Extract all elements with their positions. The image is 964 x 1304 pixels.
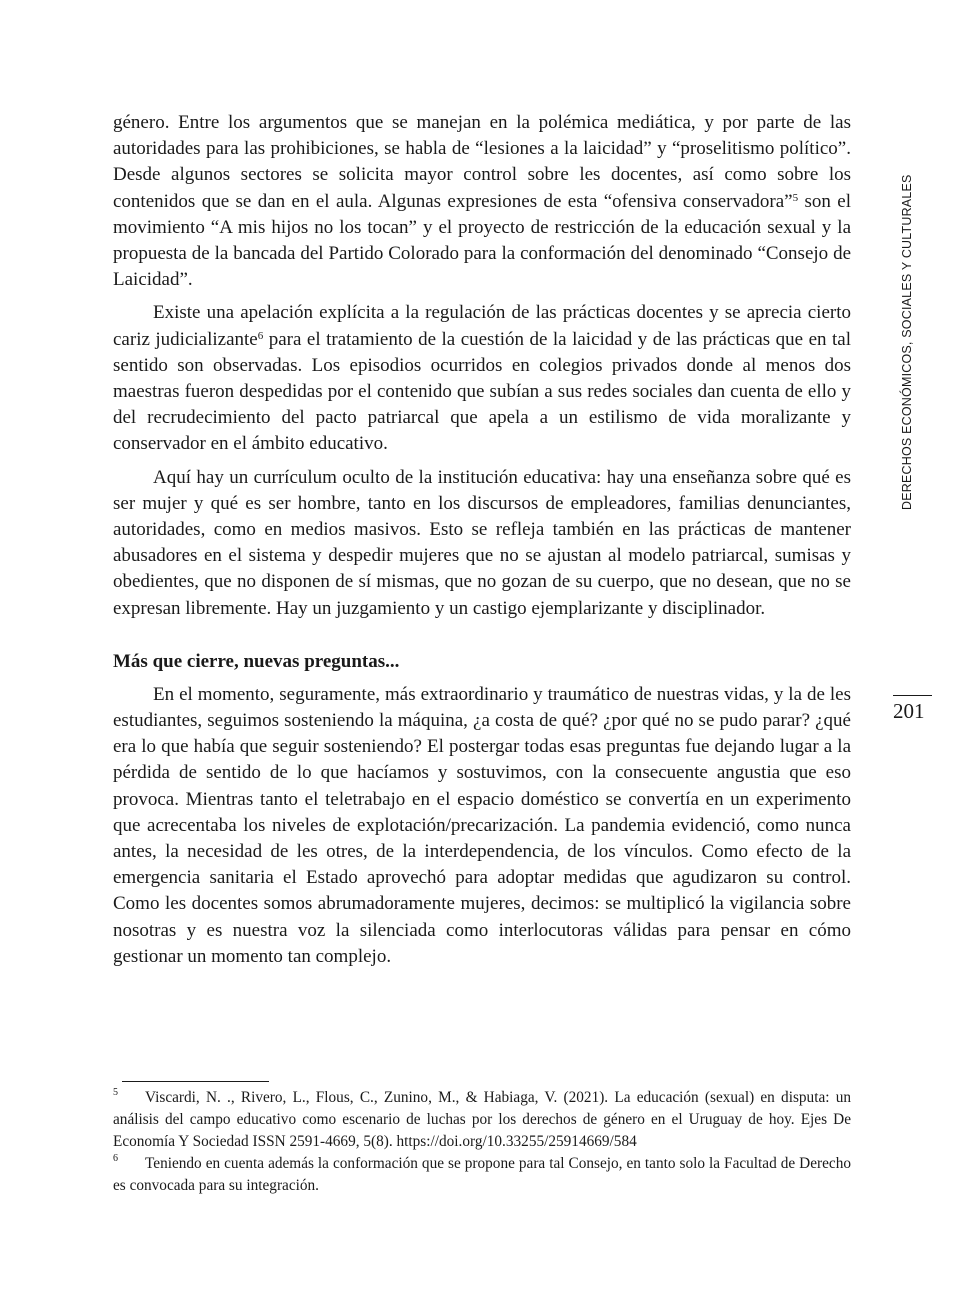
paragraph-2 xyxy=(113,300,851,457)
footnote-ref-5[interactable]: 5 xyxy=(792,191,799,204)
paragraph-1-part-b: son el movimiento “A mis hijos no los tocan” y el proyecto de restricción de la educación sexual y la propuesta de la bancada del Partido Colorado para la conformación del denominado “Consejo de Laicidad”. xyxy=(113,190,851,291)
footnote-5-mark: 5 xyxy=(113,1087,118,1098)
footnote-5 xyxy=(113,1087,851,1153)
footnote-6-text: Teniendo en cuenta además la conformación que se propone para tal Consejo, en tanto solo la Facultad de Derecho es convocada para su integración. xyxy=(113,1155,851,1194)
footnote-5-text: Viscardi, N. ., Rivero, L., Flous, C., Zunino, M., & Habiaga, V. (2021). La educación (sexual) en disputa: un análisis del campo educativo como escenario de luchas por los derechos de género en el Uruguay de hoy. Ejes De Economía Y Sociedad ISSN 2591-4669, 5(8). https://doi.org/10.33255/25914669/584 xyxy=(113,1089,851,1150)
running-section-title: DERECHOS ECONÓMICOS, SOCIALES Y CULTURALES xyxy=(900,174,914,510)
footnote-6-mark: 6 xyxy=(113,1153,118,1164)
section-heading: Más que cierre, nuevas preguntas... xyxy=(113,650,400,672)
paragraph-3: Aquí hay un currículum oculto de la institución educativa: hay una enseñanza sobre qué es ser mujer y qué es ser hombre, tanto en los discursos de empleadores, familias denunciantes, autoridades, como en medios masivos. Esto se refleja también en las prácticas de mantener abusadores en el sistema y despedir mujeres que no se ajustan al modelo patriarcal, sumisas y obedientes, que no disponen de sí mismas, que no gozan de su cuerpo, que no desean, que no se expresan libremente. Hay un juzgamiento y un castigo ejemplarizante y disciplinador. xyxy=(113,466,851,619)
main-text xyxy=(113,110,851,970)
paragraph-1-part-a: género. Entre los argumentos que se manejan en la polémica mediática, y por parte de las autoridades para las prohibiciones, se habla de “lesiones a la laicidad” y “proselitismo político”. Desde algunos sectores se solicita mayor control sobre les docentes, así como sobre los contenidos que se dan en el aula. Algunas expresiones de esta “ofensiva conservadora” xyxy=(113,112,851,212)
page-number-rule xyxy=(893,695,932,696)
paragraph-4: En el momento, seguramente, más extraordinario y traumático de nuestras vidas, y la de les estudiantes, seguimos sosteniendo la máquina, ¿a costa de qué? ¿por qué no se pudo parar? ¿qué era lo que había que seguir sosteniendo? El postergar todas esas preguntas fue dejando lugar a la pérdida de sentido de lo que hacíamos y sostuvimos, con la consecuente angustia que eso provoca. Mientras tanto el teletrabajo en el espacio doméstico se convertía en un experimento que acrecentaba los niveles de explotación/precarización. La pandemia evidenció, como nunca antes, la necesidad de les otres, de la interdependencia, de los vínculos. Como efecto de la emergencia sanitaria el Estado aprovechó para adoptar medidas que agudizaron su control. Como les docentes somos abrumadoramente mujeres, decimos: se multiplicó la vigilancia sobre nosotras y es nuestra voz la silenciada como interlocutoras válidas para pensar en cómo gestionar un momento tan complejo. xyxy=(113,683,851,967)
footnotes xyxy=(113,1087,851,1197)
paragraph-2-part-b: para el tratamiento de la cuestión de la laicidad y de las prácticas que en tal sentido son observadas. Los episodios ocurridos en colegios privados donde al menos dos maestras fueron despedidas por el contenido que subían a sus redes sociales dan cuenta de ello y del recrudecimiento del pacto patriarcal que apela a un estilismo de vida moralizante y conservador en el ámbito educativo. xyxy=(113,328,852,455)
page-number: 201 xyxy=(893,699,925,723)
footnote-separator xyxy=(122,1081,269,1082)
footnote-6 xyxy=(113,1153,851,1197)
paragraph-1 xyxy=(113,110,851,293)
footnote-ref-6[interactable]: 6 xyxy=(257,329,264,342)
paragraph-2-part-a: Existe una apelación explícita a la regulación de las prácticas docentes y se aprecia cierto cariz judicializante xyxy=(113,302,851,350)
